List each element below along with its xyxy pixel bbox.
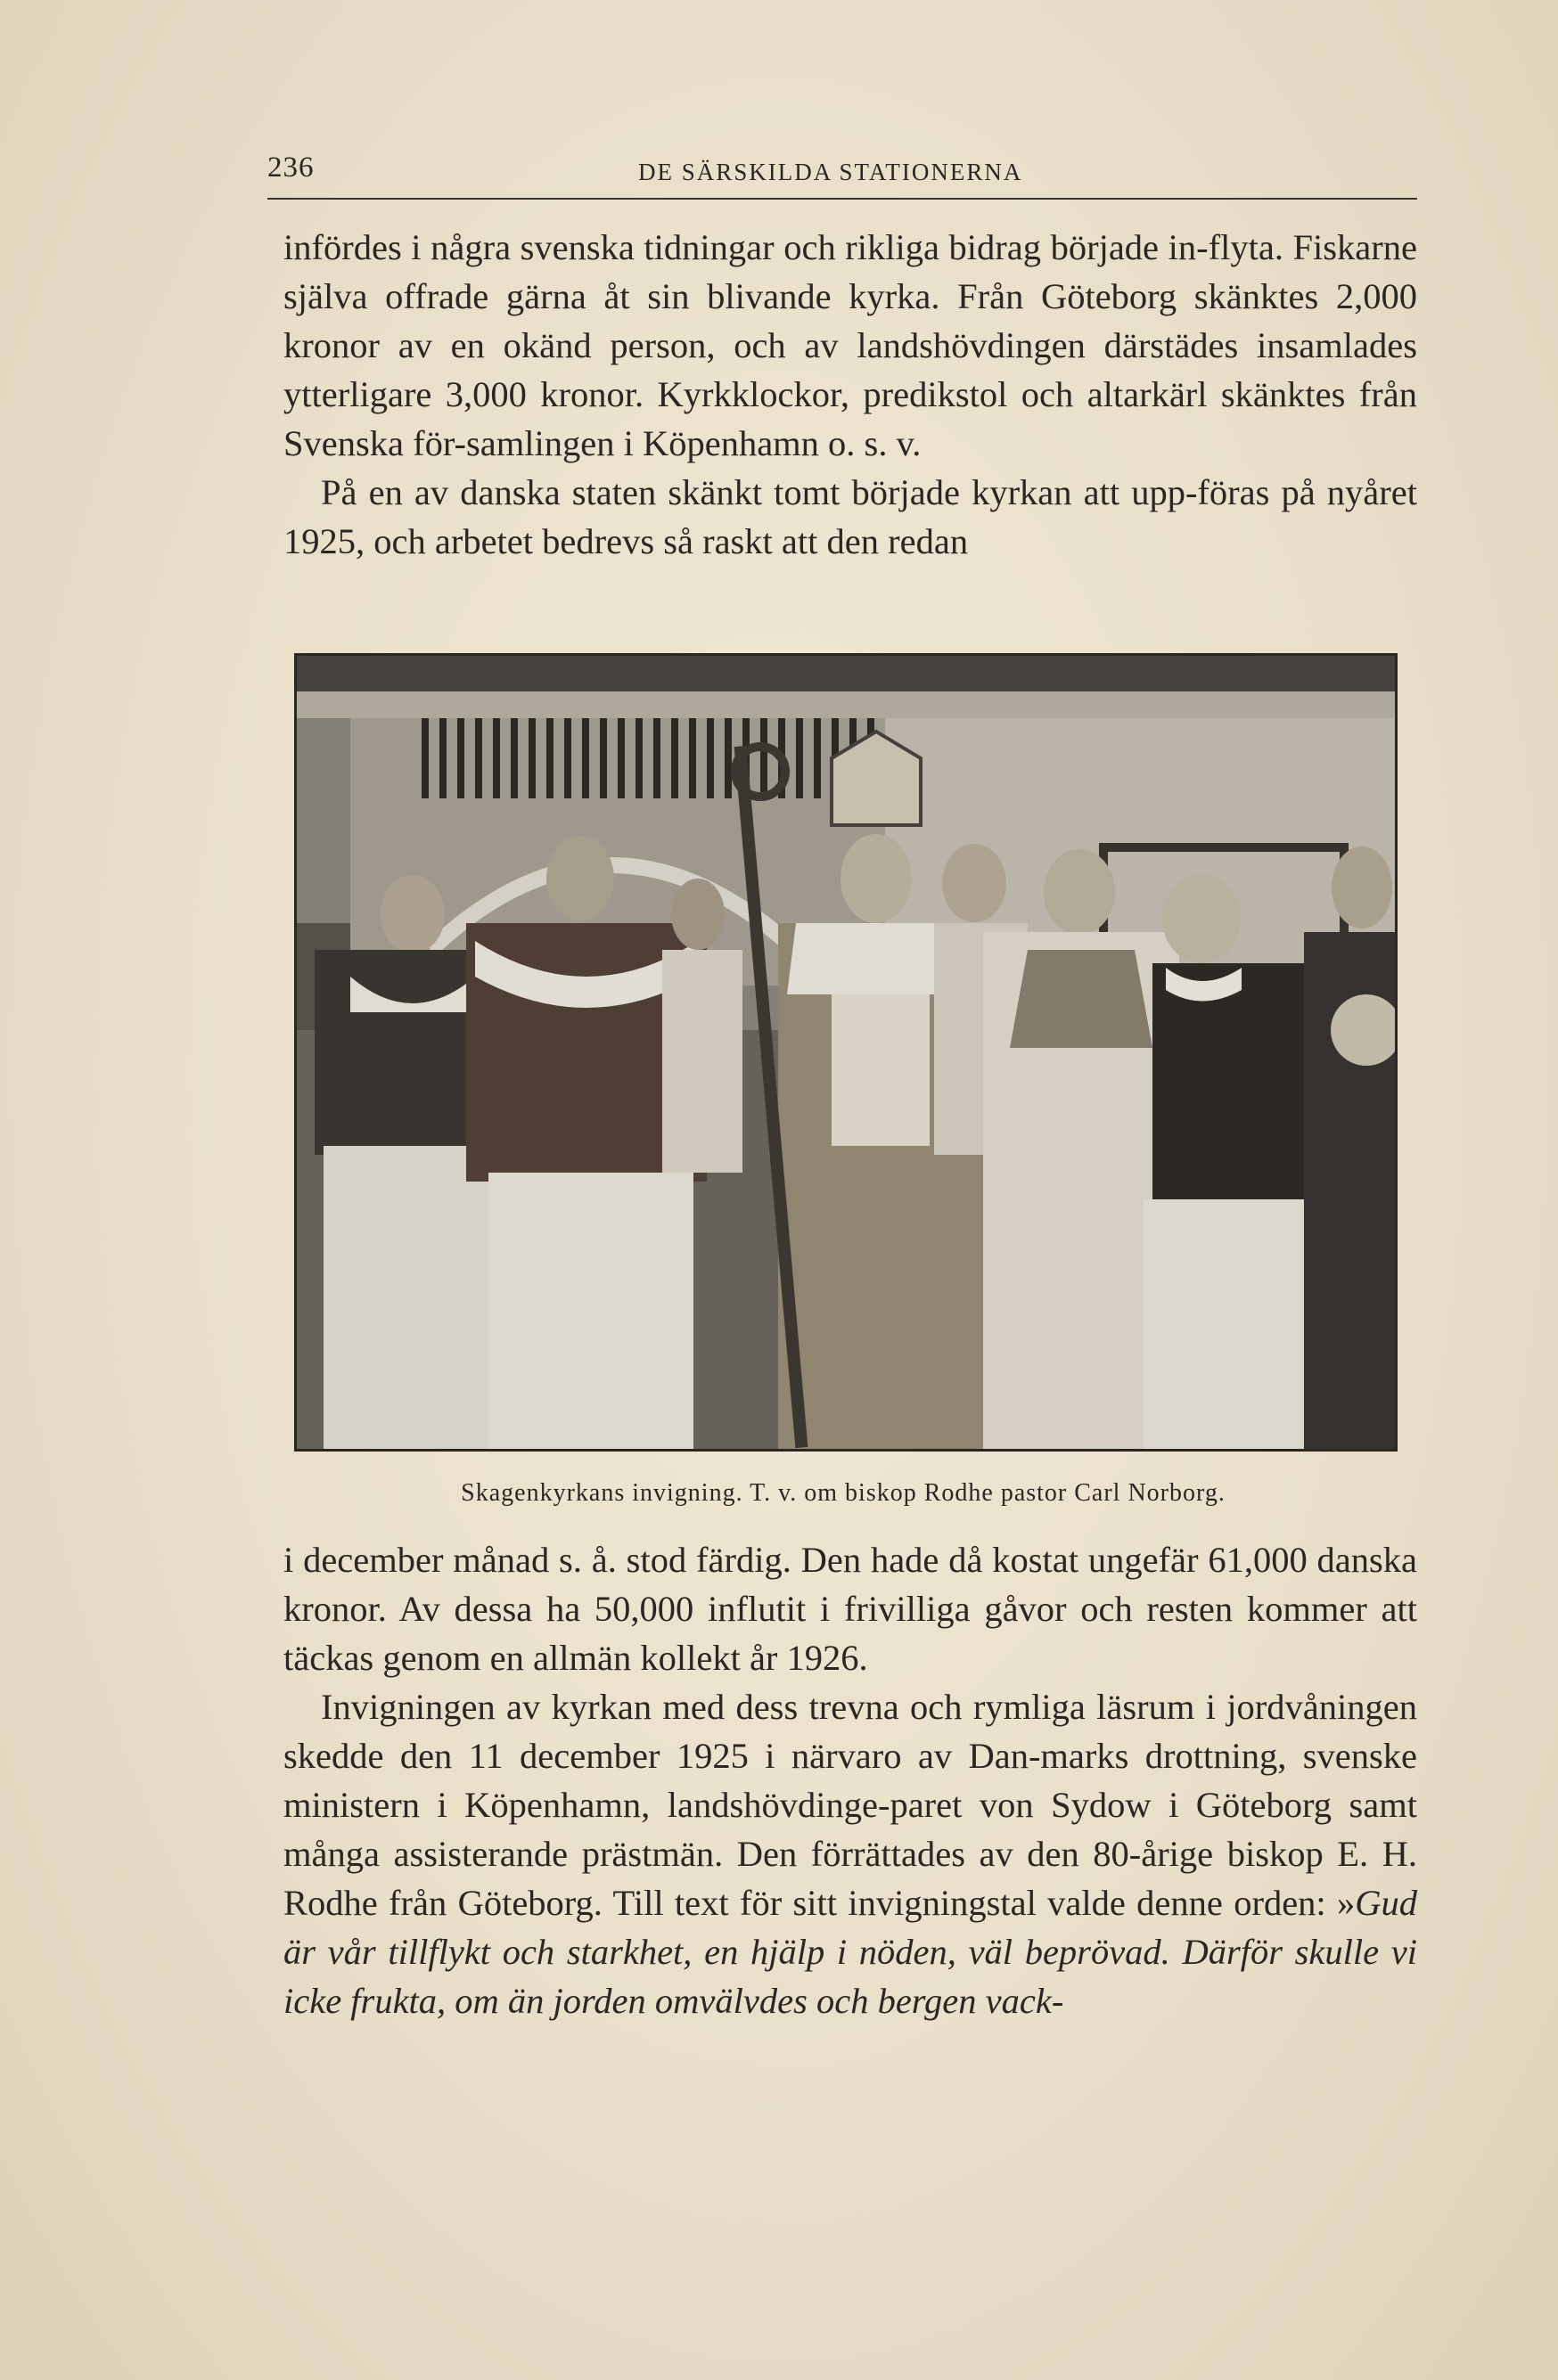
photograph [294,653,1398,1452]
quoted-scripture: Gud är vår tillflykt och starkhet, en hjälp i nöden, väl beprövad. Därför skulle vi icke frukta, om än jorden omvälvdes och bergen vack- [283,1883,1417,2021]
paragraph: På en av danska staten skänkt tomt började kyrkan att upp-föras på nyåret 1925, och arbetet bedrevs så raskt att den redan [283,472,1417,561]
page-header [267,151,1417,200]
running-title: DE SÄRSKILDA STATIONERNA [638,159,1023,185]
paragraph [283,1682,1417,2025]
figure-caption: Skagenkyrkans invigning. T. v. om biskop Rodhe pastor Carl Norborg. [461,1479,1226,1507]
body-text-bottom [283,1535,1417,2025]
paragraph: infördes i några svenska tidningar och rikliga bidrag började in-flyta. Fiskarne själva offrade gärna åt sin blivande kyrka. Från Göteborg skänktes 2,000 kronor av en okänd person, och av landshövdingen därstädes insamlades ytterligare 3,000 kronor. Kyrkklockor, predikstol och altarkärl skänktes från Svenska för-samlingen i Köpenhamn o. s. v. [283,227,1417,463]
photograph-image [297,656,1395,1449]
paragraph: i december månad s. å. stod färdig. Den hade då kostat ungefär 61,000 danska kronor. Av dessa ha 50,000 influtit i frivilliga gåvor och resten kommer att täckas genom en allmän kollekt år 1926. [283,1540,1417,1678]
body-text-top [283,223,1417,566]
page-number: 236 [267,151,315,184]
paragraph-text: Invigningen av kyrkan med dess trevna och rymliga läsrum i jordvåningen skedde den 11 december 1925 i närvaro av Dan-marks drottning, svenske ministern i Köpenhamn, landshövdinge-paret von Sydow i Göteborg samt många assisterande prästmän. Den förrättades av den 80-årige biskop E. H. Rodhe från Göteborg. Till text för sitt invigningstal valde denne orden: » [283,1687,1417,1923]
